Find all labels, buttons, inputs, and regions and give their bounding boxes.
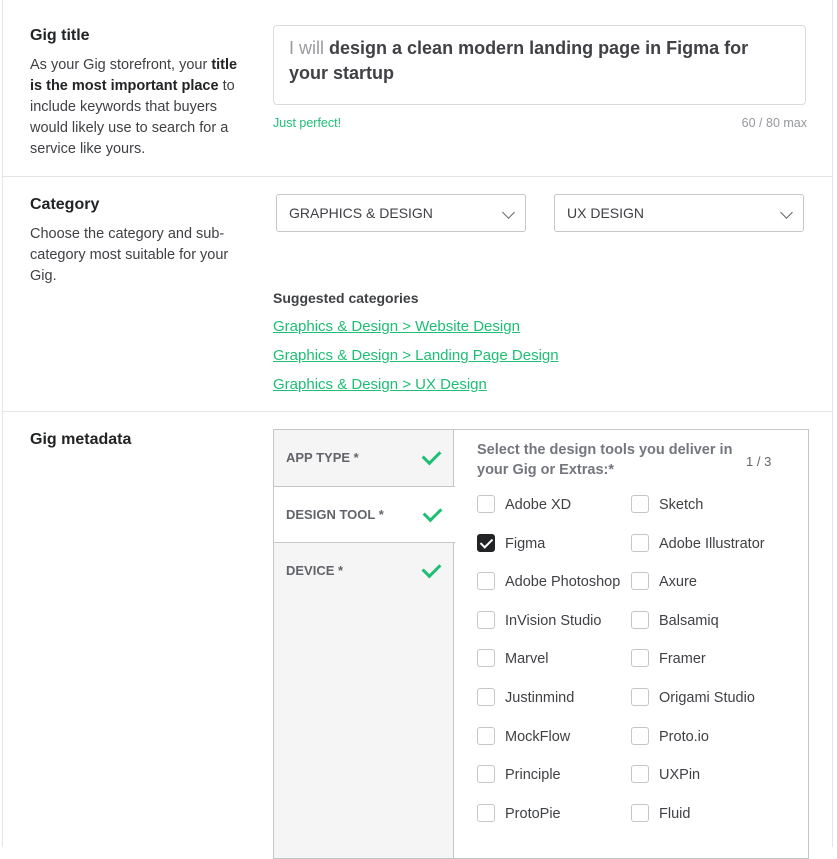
design-tool-option[interactable] <box>477 804 561 824</box>
option-label: Marvel <box>505 651 549 668</box>
category-select[interactable] <box>276 194 526 232</box>
design-tool-option[interactable] <box>631 611 719 631</box>
design-tool-option[interactable] <box>631 534 765 554</box>
gig-title-description: As your Gig storefront, your title is the most important place to include keywords that buyers would likely use to search for a service like yours. <box>30 57 238 157</box>
design-tool-option[interactable] <box>477 688 574 708</box>
checkbox-icon[interactable] <box>477 572 495 590</box>
checkbox-icon[interactable] <box>477 804 495 822</box>
checkbox-icon[interactable] <box>631 495 649 513</box>
metadata-tabs <box>274 430 454 858</box>
metadata-counter: 1 / 3 <box>746 454 772 469</box>
design-tool-option[interactable] <box>477 572 620 592</box>
checkbox-icon[interactable] <box>477 727 495 745</box>
checkbox-icon[interactable] <box>631 804 649 822</box>
chevron-down-icon <box>780 206 793 219</box>
check-icon <box>423 503 443 523</box>
gig-title-heading: Gig title <box>30 27 90 44</box>
metadata-panel <box>273 429 809 859</box>
option-label: ProtoPie <box>505 805 561 822</box>
category-description: Choose the category and sub-category most suitable for your Gig. <box>30 226 229 284</box>
tab-label: DESIGN TOOL * <box>286 507 384 522</box>
category-heading: Category <box>30 196 100 213</box>
option-label: MockFlow <box>505 728 571 745</box>
subcategory-select[interactable] <box>554 194 804 232</box>
checkbox-icon[interactable] <box>631 688 649 706</box>
suggested-category-link[interactable]: Graphics & Design > UX Design <box>273 376 487 393</box>
option-label: Principle <box>505 767 561 784</box>
section-divider <box>3 176 832 177</box>
option-label: Adobe Illustrator <box>659 535 765 552</box>
design-tool-option[interactable] <box>477 649 549 669</box>
check-icon <box>422 559 442 579</box>
checkbox-icon[interactable] <box>631 727 649 745</box>
checkbox-icon[interactable] <box>631 572 649 590</box>
design-tool-option[interactable] <box>477 611 601 631</box>
section-divider <box>3 411 832 412</box>
checkbox-icon[interactable] <box>631 649 649 667</box>
option-label: Adobe Photoshop <box>505 574 621 591</box>
checkbox-icon[interactable] <box>477 688 495 706</box>
design-tool-option[interactable] <box>631 495 703 515</box>
option-label: Axure <box>659 574 697 591</box>
checkbox-icon[interactable] <box>631 765 649 783</box>
option-label: Sketch <box>659 497 704 513</box>
design-tool-option[interactable] <box>477 495 571 515</box>
option-label: InVision Studio <box>505 612 602 629</box>
checkbox-icon[interactable] <box>477 495 495 513</box>
design-tool-option[interactable] <box>631 688 755 708</box>
option-label: Balsamiq <box>659 612 719 629</box>
check-icon <box>422 446 442 466</box>
suggested-category-link[interactable]: Graphics & Design > Website Design <box>273 318 520 335</box>
option-label: Origami Studio <box>659 690 755 706</box>
checkbox-checked-icon[interactable] <box>477 534 495 552</box>
title-char-counter: 60 / 80 max <box>741 116 807 130</box>
design-tool-option[interactable] <box>631 572 697 592</box>
tab-app-type[interactable] <box>274 430 454 487</box>
suggested-category-link[interactable]: Graphics & Design > Landing Page Design <box>273 347 559 364</box>
category-select-value: GRAPHICS & DESIGN <box>289 205 433 221</box>
design-tool-option[interactable] <box>477 727 570 747</box>
tab-device[interactable] <box>274 543 454 600</box>
checkbox-icon[interactable] <box>477 611 495 629</box>
checkbox-icon[interactable] <box>631 534 649 552</box>
design-tool-option[interactable] <box>631 804 690 824</box>
design-tool-option[interactable] <box>477 765 561 785</box>
title-status: Just perfect! <box>273 116 342 130</box>
gig-title-prefix: I will <box>289 38 324 58</box>
checkbox-icon[interactable] <box>631 611 649 629</box>
subcategory-select-value: UX DESIGN <box>567 205 645 221</box>
option-label: UXPin <box>659 767 701 784</box>
tab-design-tool[interactable] <box>274 486 455 543</box>
gig-title-value: design a clean modern landing page in Figma for your startup <box>289 38 749 83</box>
suggested-categories-title: Suggested categories <box>273 290 419 306</box>
tab-label: APP TYPE * <box>286 450 359 465</box>
option-label: Adobe XD <box>505 497 572 513</box>
design-tool-option[interactable] <box>631 649 706 669</box>
metadata-question: Select the design tools you deliver in your Gig or Extras:* <box>477 442 733 478</box>
checkbox-icon[interactable] <box>477 649 495 667</box>
option-label: Justinmind <box>505 690 575 706</box>
tab-label: DEVICE * <box>286 563 344 578</box>
gig-title-input[interactable] <box>273 25 806 105</box>
option-label: Proto.io <box>659 728 709 745</box>
checkbox-icon[interactable] <box>477 765 495 783</box>
design-tool-option[interactable] <box>631 765 700 785</box>
option-label: Figma <box>505 535 546 552</box>
metadata-heading: Gig metadata <box>30 431 132 448</box>
option-label: Fluid <box>659 805 691 822</box>
design-tool-option[interactable] <box>631 727 709 747</box>
design-tool-option[interactable] <box>477 534 545 554</box>
option-label: Framer <box>659 651 706 668</box>
chevron-down-icon <box>502 206 515 219</box>
